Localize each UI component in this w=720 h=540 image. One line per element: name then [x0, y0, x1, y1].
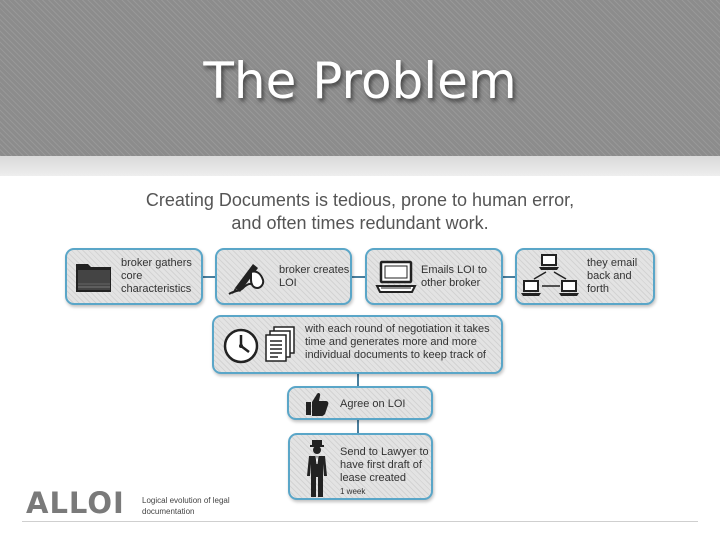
step-label: they email back and forth	[587, 257, 638, 295]
lawyer-icon	[304, 439, 330, 499]
connector-6-7	[357, 420, 359, 433]
step-negotiation-rounds	[212, 315, 503, 374]
step-gather-characteristics	[65, 248, 203, 305]
footer-divider	[22, 521, 698, 522]
tagline: Logical evolution of legal documentation	[142, 496, 230, 516]
documents-stack-icon	[262, 325, 298, 365]
step-create-loi	[215, 248, 352, 305]
connector-3-4	[503, 276, 515, 278]
header-band	[0, 156, 720, 176]
pen-writing-icon	[225, 258, 269, 298]
step-label: with each round of negotiation it takes time and generates more and more individual documents to keep track of	[305, 323, 490, 361]
connector-2-3	[352, 276, 365, 278]
step-send-to-lawyer	[288, 433, 433, 500]
step-duration: 1 week	[340, 487, 366, 496]
step-label: broker creates LOI	[279, 264, 350, 289]
step-label: Emails LOI to other broker	[421, 264, 488, 289]
folder-icon	[75, 260, 113, 294]
step-email-back-forth	[515, 248, 655, 305]
connector-1-2	[203, 276, 215, 278]
step-label: Agree on LOI	[340, 398, 406, 410]
clock-icon	[222, 327, 260, 365]
step-label: Send to Lawyer to have first draft of lease created	[340, 446, 429, 484]
connector-5-6	[357, 374, 359, 386]
alloi-logo: ALLOI	[26, 486, 125, 520]
step-agree-loi	[287, 386, 433, 420]
laptop-icon	[375, 260, 417, 296]
network-computers-icon	[520, 253, 582, 301]
thumbs-up-icon	[303, 390, 331, 418]
step-email-loi	[365, 248, 503, 305]
slide-title: The Problem	[203, 52, 517, 110]
slide-subtitle: Creating Documents is tedious, prone to human error, and often times redundant work.	[145, 190, 575, 233]
step-label: broker gathers core characteristics	[121, 257, 192, 295]
